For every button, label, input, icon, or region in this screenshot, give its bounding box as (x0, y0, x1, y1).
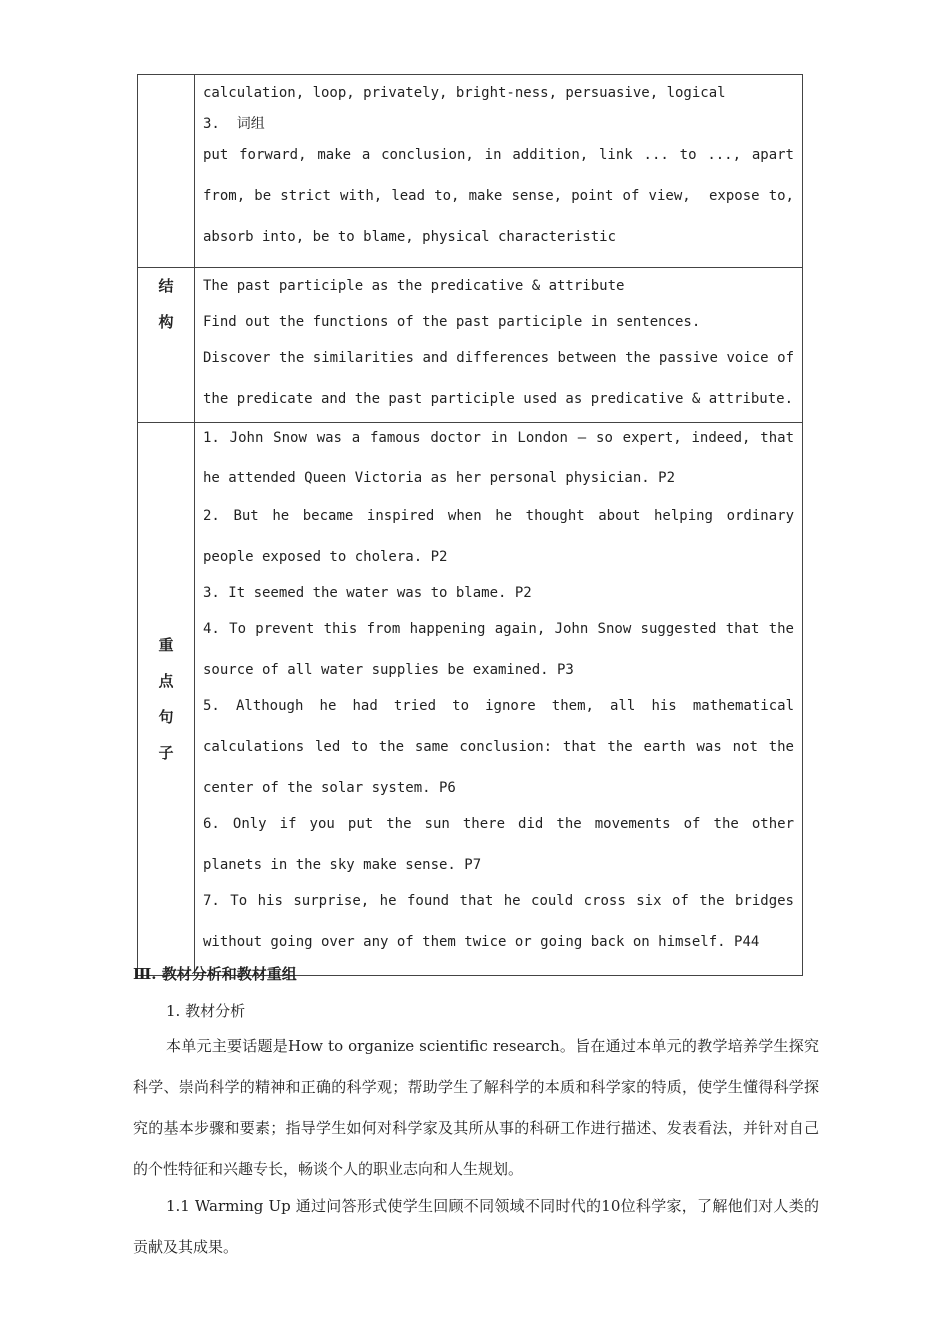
row-label-empty (138, 75, 195, 268)
sentence-5-line-2: calculations led to the same conclusion: that the earth was not the (203, 739, 794, 755)
label-char: 点 (158, 672, 174, 690)
section-heading: Ⅲ. 教材分析和教材重组 (133, 965, 297, 983)
paragraph-warming-up: 1.1 Warming Up 通过问答形式使学生回顾不同领域不同时代的10位科学家，了解他们对人类的贡献及其成果。 (133, 1197, 819, 1256)
sentence-5-line-3: center of the solar system. P6 (203, 780, 456, 796)
phrases-line-3: absorb into, be to blame, physical characteristic (203, 229, 617, 245)
sentence-5-line-1: 5. Although he had tried to ignore them, all his mathematical (203, 698, 794, 714)
phrases-line-2: from, be strict with, lead to, make sense, point of view, expose to, (203, 188, 794, 204)
table-row-structure (138, 268, 803, 423)
label-char: 重 (158, 636, 174, 654)
phrases-heading: 3. 词组 (203, 116, 265, 132)
sentence-2-line-2: people exposed to cholera. P2 (203, 549, 448, 565)
row-content-key-sentences (195, 423, 803, 976)
sentence-4-line-2: source of all water supplies be examined. P3 (203, 662, 574, 678)
sentence-1-line-1: 1. John Snow was a famous doctor in London — so expert, indeed, that (203, 430, 794, 446)
sentence-3: 3. It seemed the water was to blame. P2 (203, 585, 532, 601)
structure-line-4: the predicate and the past participle used as predicative & attribute. (203, 391, 794, 407)
label-char: 结 (158, 277, 174, 295)
sentence-4-line-1: 4. To prevent this from happening again, John Snow suggested that the (203, 621, 794, 637)
vocab-line-1: calculation, loop, privately, bright-ness, persuasive, logical (203, 85, 726, 101)
lesson-table (137, 74, 803, 976)
sentence-2-line-1: 2. But he became inspired when he thought about helping ordinary (203, 508, 794, 524)
subheading-textbook-analysis: 1. 教材分析 (166, 1002, 246, 1020)
sentence-7-line-1: 7. To his surprise, he found that he could cross six of the bridges (203, 893, 794, 909)
label-char: 子 (158, 744, 174, 762)
sentence-6-line-1: 6. Only if you put the sun there did the movements of the other (203, 816, 794, 832)
label-char: 构 (158, 313, 174, 331)
sentence-7-line-2: without going over any of them twice or going back on himself. P44 (203, 934, 760, 950)
structure-line-3: Discover the similarities and differences between the passive voice of (203, 350, 794, 366)
structure-line-2: Find out the functions of the past participle in sentences. (203, 314, 701, 330)
row-label-key-sentences (138, 423, 195, 976)
label-char: 句 (158, 708, 174, 726)
structure-line-1: The past participle as the predicative & attribute (203, 278, 625, 294)
table-row-vocabulary (138, 75, 803, 268)
row-label-structure (138, 268, 195, 423)
paragraph-analysis: 本单元主要话题是How to organize scientific research。旨在通过本单元的教学培养学生探究科学、崇尚科学的精神和正确的科学观；帮助学生了解科学的本质和科学家的特质，使学生懂得科学探究的基本步骤和要素；指导学生如何对科学家及其所从事的科研工作进行描述、发表看法，并针对自己的个性特征和兴趣专长，畅谈个人的职业志向和人生规划。 (133, 1037, 819, 1178)
sentence-1-line-2: he attended Queen Victoria as her personal physician. P2 (203, 470, 676, 486)
table-row-key-sentences (138, 423, 803, 976)
sentence-6-line-2: planets in the sky make sense. P7 (203, 857, 482, 873)
phrases-line-1: put forward, make a conclusion, in addition, link ... to ..., apart (203, 147, 794, 163)
row-content-structure (195, 268, 803, 423)
row-content-vocabulary (195, 75, 803, 268)
